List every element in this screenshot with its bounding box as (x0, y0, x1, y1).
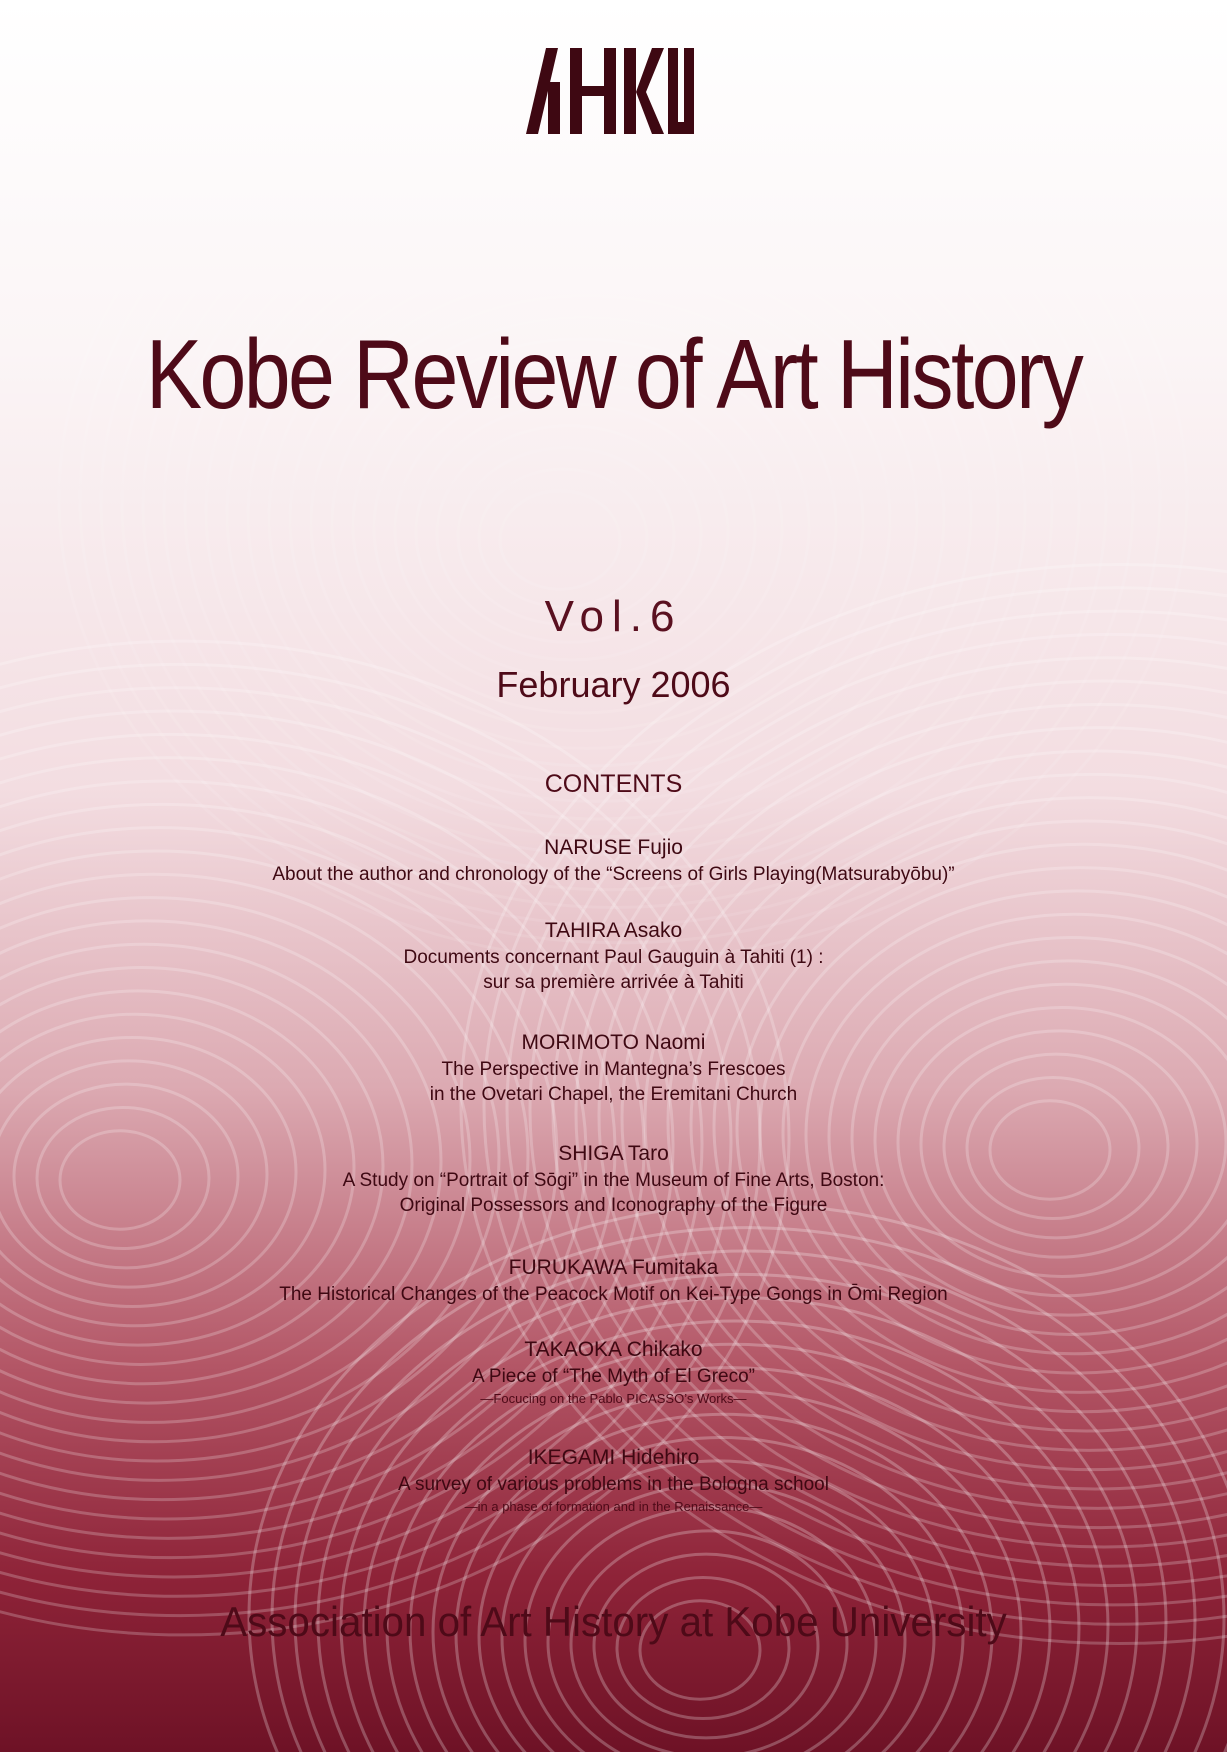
toc-article-title: Documents concernant Paul Gauguin à Tahiti (1) : (403, 947, 824, 968)
toc-article-title: The Historical Changes of the Peacock Motif on Kei-Type Gongs in Ōmi Region (279, 1284, 948, 1305)
toc-entry-morimoto (0, 1029, 1227, 1107)
toc-author: TAHIRA Asako (544, 919, 683, 942)
volume-number: Vol.6 (544, 592, 683, 641)
publication-date: February 2006 (496, 664, 731, 705)
toc-article-title: About the author and chronology of the “Screens of Girls Playing(Matsurabyōbu)” (272, 864, 955, 885)
toc-entry-naruse (0, 834, 1227, 887)
toc-article-title: A Piece of “The Myth of El Greco” (472, 1366, 755, 1387)
toc-entry-furukawa (0, 1254, 1227, 1307)
toc-article-title: sur sa première arrivée à Tahiti (483, 972, 744, 993)
toc-article-title: in the Ovetari Chapel, the Eremitani Church (429, 1084, 798, 1105)
toc-author: NARUSE Fujio (544, 836, 683, 859)
toc-article-title: A Study on “Portrait of Sōgi” in the Museum of Fine Arts, Boston: (342, 1170, 885, 1191)
toc-author: IKEGAMI Hidehiro (527, 1446, 700, 1469)
toc-author: MORIMOTO Naomi (521, 1031, 706, 1054)
toc-entry-tahira (0, 917, 1227, 995)
toc-entry-ikegami (0, 1444, 1227, 1517)
toc-author: FURUKAWA Fumitaka (508, 1256, 719, 1279)
toc-author: TAKAOKA Chikako (524, 1338, 703, 1361)
toc-entry-shiga (0, 1140, 1227, 1218)
toc-article-title: The Perspective in Mantegna’s Frescoes (441, 1059, 786, 1080)
toc-article-title: Original Possessors and Iconography of the Figure (399, 1195, 828, 1216)
toc-article-title: A survey of various problems in the Bologna school (398, 1474, 829, 1495)
toc-article-subtitle: —Focucing on the Pablo PICASSO’s Works— (480, 1391, 747, 1406)
publisher-name: Association of Art History at Kobe University (220, 1598, 1007, 1645)
contents-heading: CONTENTS (544, 770, 683, 798)
toc-author: SHIGA Taro (558, 1142, 669, 1165)
toc-entry-takaoka (0, 1336, 1227, 1409)
toc-article-subtitle: —in a phase of formation and in the Renaissance— (464, 1499, 763, 1514)
ahku-logo (520, 42, 696, 138)
journal-title: Kobe Review of Art History (145, 319, 1082, 429)
